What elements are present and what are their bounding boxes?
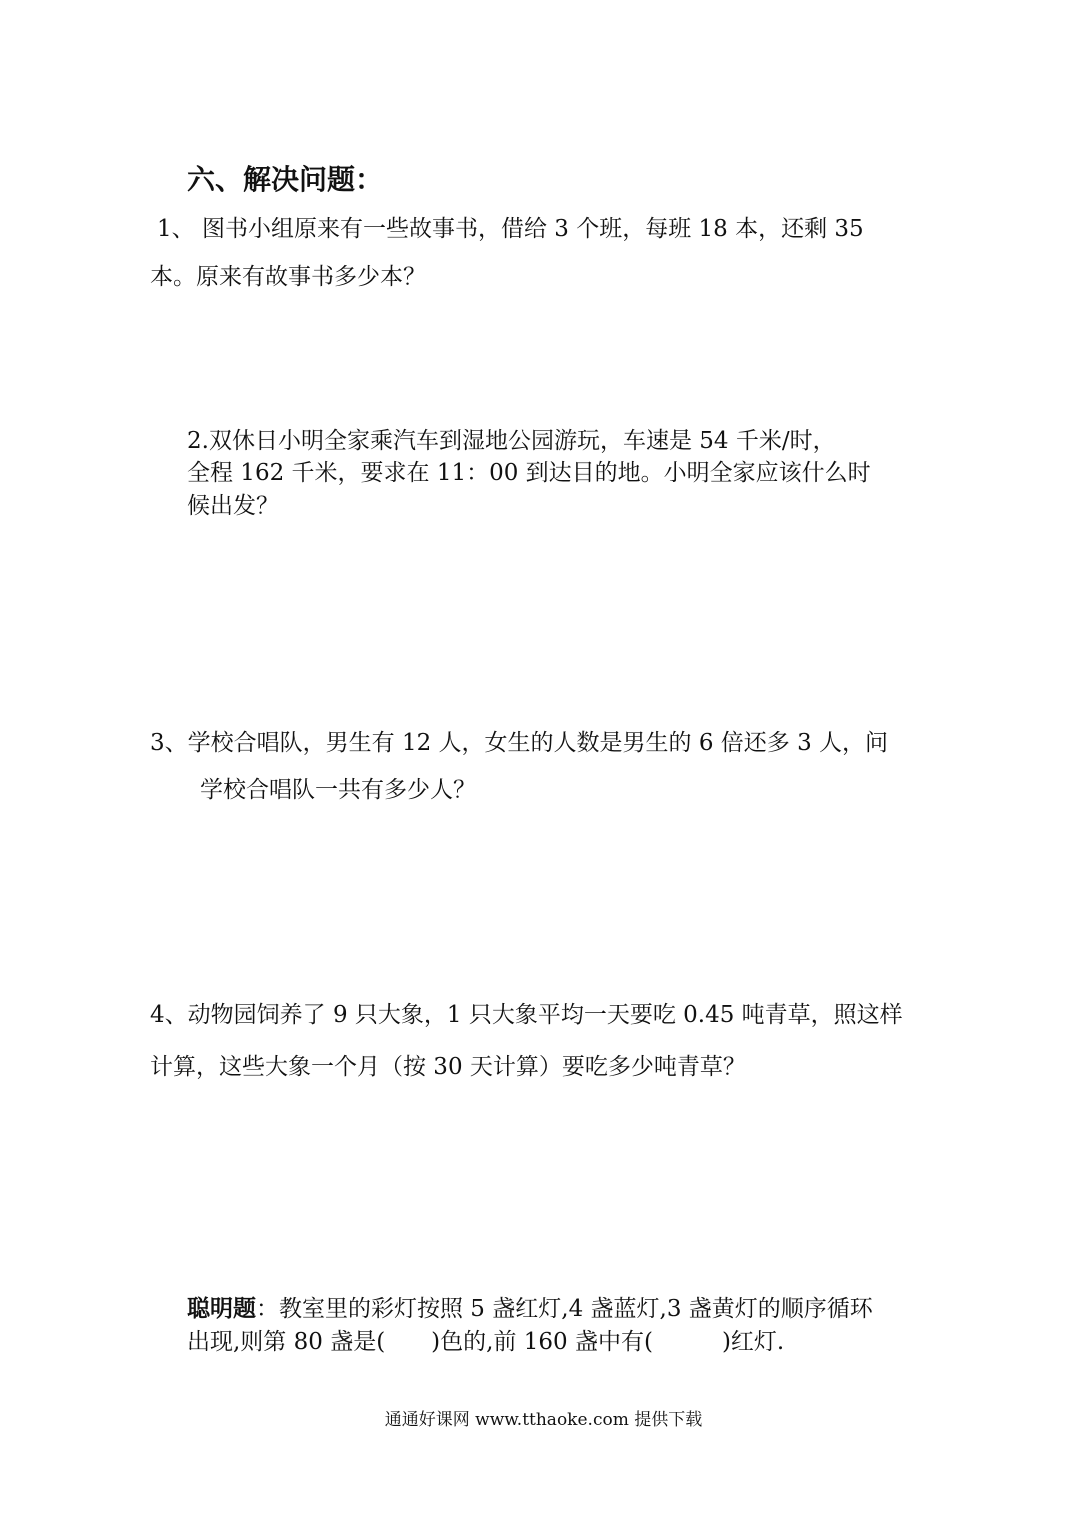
problem-3-line-2: 学校合唱队一共有多少人？ — [200, 777, 476, 803]
problem-3-line-1: 3、学校合唱队，男生有 12 人，女生的人数是男生的 6 倍还多 3 人，问 — [150, 730, 889, 756]
bonus-label: 聪明题 — [187, 1295, 256, 1322]
problem-1-line-1: 1、 图书小组原来有一些故事书，借给 3 个班，每班 18 本，还剩 35 — [157, 216, 864, 242]
problem-1-line-2: 本。原来有故事书多少本？ — [150, 264, 426, 290]
bonus-line-2: 出现,则第 80 盏是( )色的,前 160 盏中有( )红灯. — [187, 1329, 785, 1355]
footer: 通通好课网 www.tthaoke.com 提供下载 — [384, 1410, 703, 1430]
problem-4-line-2: 计算，这些大象一个月（按 30 天计算）要吃多少吨青草？ — [150, 1054, 746, 1080]
problem-4-line-1: 4、动物园饲养了 9 只大象，1 只大象平均一天要吃 0.45 吨青草，照这样 — [150, 1002, 903, 1028]
section-title: 六、解决问题： — [187, 163, 384, 196]
problem-2-line-1: 2.双休日小明全家乘汽车到湿地公园游玩，车速是 54 千米/时， — [187, 428, 836, 454]
bonus-line-1 — [187, 1294, 873, 1324]
problem-2-line-3: 候出发？ — [187, 493, 279, 519]
problem-2-line-2: 全程 162 千米，要求在 11：00 到达目的地。小明全家应该什么时 — [187, 460, 871, 486]
bonus-text: ：教室里的彩灯按照 5 盏红灯,4 盏蓝灯,3 盏黄灯的顺序循环 — [256, 1296, 873, 1322]
